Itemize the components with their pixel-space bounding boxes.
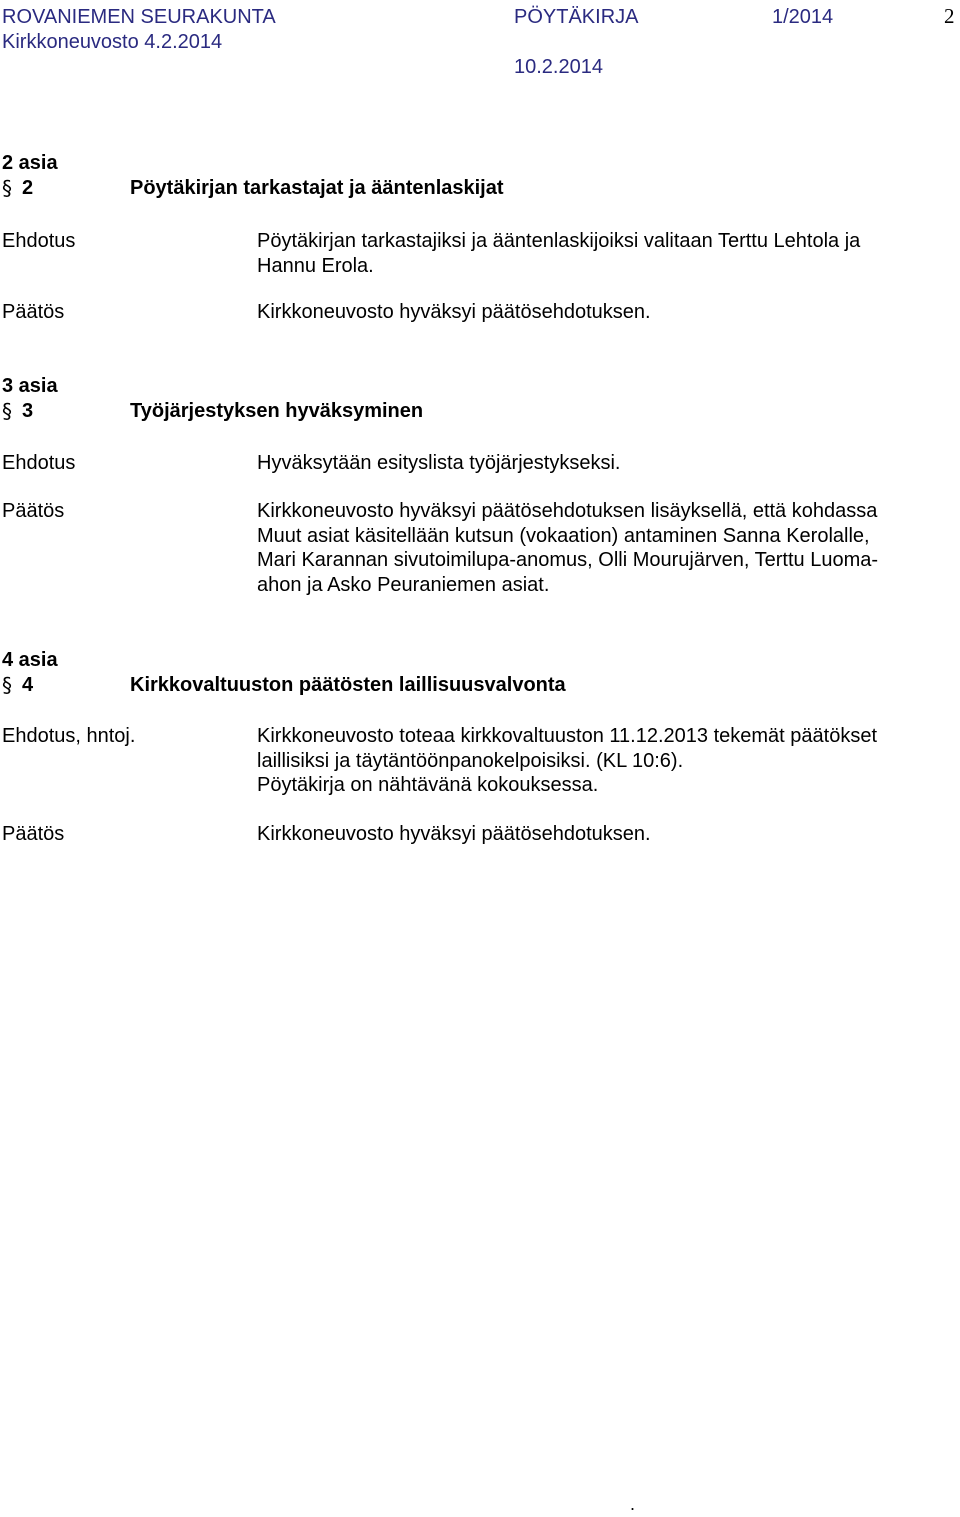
- text-line: ahon ja Asko Peuraniemen asiat.: [257, 573, 550, 596]
- text-line: Kirkkoneuvosto toteaa kirkkovaltuuston 11.12.2013 tekemät päätökset: [257, 725, 878, 747]
- page-header: [0, 0, 960, 80]
- proposal-text: [257, 724, 947, 798]
- section-title: Kirkkovaltuuston päätösten laillisuusvalvonta: [130, 674, 566, 696]
- text-line: Mari Karannan sivutoimilupa-anomus, Olli Mourujärven, Terttu Luoma-: [257, 549, 879, 571]
- text-line: Kirkkoneuvosto hyväksyi päätösehdotuksen.: [257, 301, 651, 323]
- proposal-label: Ehdotus, hntoj.: [2, 725, 136, 747]
- decision-text: [257, 499, 947, 597]
- document-date: 10.2.2014: [514, 56, 603, 78]
- asia-label: 2 asia: [2, 152, 58, 174]
- document-number: 1/2014: [772, 6, 834, 28]
- section-symbol: §: [2, 673, 12, 697]
- section-symbol: §: [2, 399, 12, 423]
- text-line: Hyväksytään esityslista työjärjestykseksi.: [257, 452, 621, 474]
- page-number: 2: [944, 4, 955, 28]
- text-line: Hannu Erola.: [257, 254, 374, 277]
- footer-mark: .: [630, 1494, 636, 1514]
- decision-label: Päätös: [2, 301, 65, 323]
- text-line: Kirkkoneuvosto hyväksyi päätösehdotuksen lisäyksellä, että kohdassa: [257, 500, 878, 522]
- board-meeting: Kirkkoneuvosto 4.2.2014: [2, 31, 223, 53]
- document-type: PÖYTÄKIRJA: [514, 6, 639, 28]
- section-symbol: §: [2, 176, 12, 200]
- section-title: Pöytäkirjan tarkastajat ja ääntenlaskijat: [130, 177, 504, 199]
- section-number: 2: [22, 177, 34, 199]
- decision-label: Päätös: [2, 823, 65, 845]
- asia-label: 4 asia: [2, 649, 58, 671]
- asia-label: 3 asia: [2, 375, 58, 397]
- section-number: 4: [22, 674, 34, 696]
- text-line: Pöytäkirjan tarkastajiksi ja ääntenlaskijoiksi valitaan Terttu Lehtola ja: [257, 230, 861, 252]
- section-title: Työjärjestyksen hyväksyminen: [130, 400, 424, 422]
- organization-name: ROVANIEMEN SEURAKUNTA: [2, 6, 276, 28]
- proposal-label: Ehdotus: [2, 230, 76, 252]
- decision-text: [257, 822, 947, 847]
- text-line: laillisiksi ja täytäntöönpanokelpoisiksi. (KL 10:6).: [257, 749, 684, 772]
- section-number: 3: [22, 400, 34, 422]
- text-line: Muut asiat käsitellään kutsun (vokaation) antaminen Sanna Kerolalle,: [257, 524, 870, 547]
- proposal-text: [257, 229, 947, 278]
- decision-label: Päätös: [2, 500, 65, 522]
- text-line: Pöytäkirja on nähtävänä kokouksessa.: [257, 774, 599, 796]
- proposal-label: Ehdotus: [2, 452, 76, 474]
- text-line: Kirkkoneuvosto hyväksyi päätösehdotuksen.: [257, 823, 651, 845]
- proposal-text: [257, 451, 947, 476]
- decision-text: [257, 300, 947, 325]
